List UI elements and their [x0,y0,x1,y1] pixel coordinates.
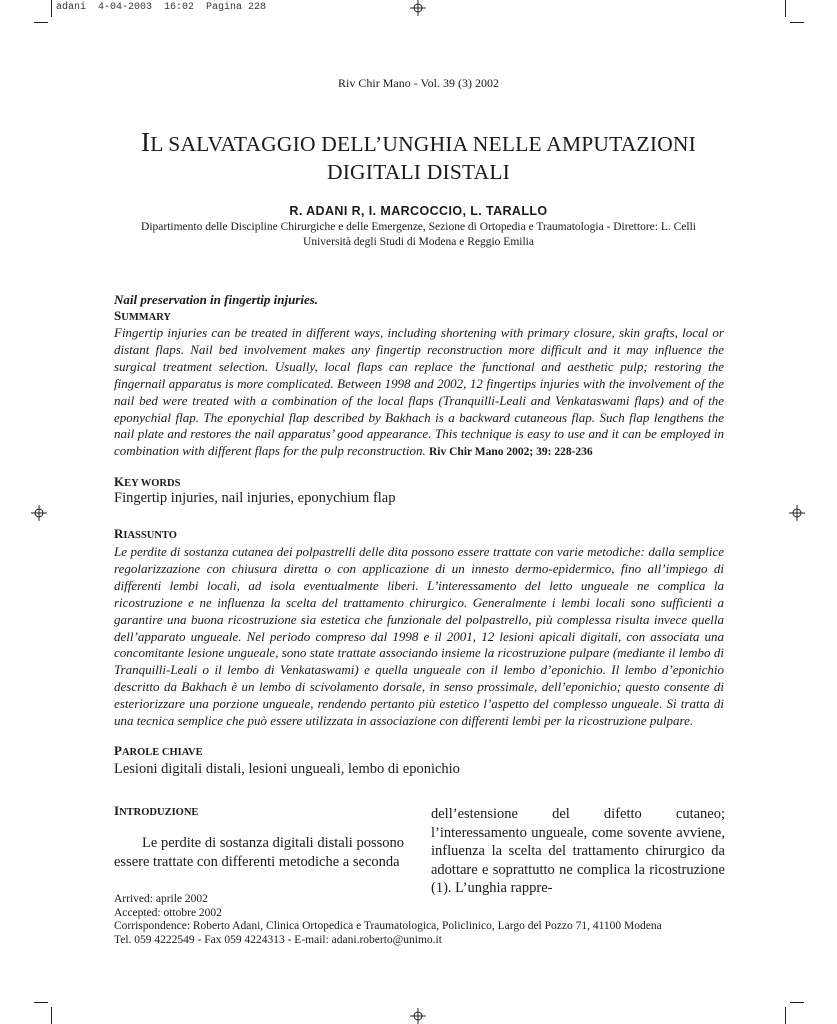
parole-chiave-heading-rest: AROLE CHIAVE [121,747,203,758]
crop-mark-top-left-h [34,22,48,23]
introduzione-heading [114,803,404,819]
title-line-1 [60,128,777,158]
registration-mark-right-icon [789,505,805,521]
riassunto-heading-rest: IASSUNTO [123,530,177,541]
crop-mark-bottom-right-h [790,1002,804,1003]
summary-body: Fingertip injuries can be treated in different ways, including shortening with primary closure, skin grafts, local or distant flaps. Nail bed involvement makes any fingertip reconstruction more difficult and it may influence the surgical treatment selection. Usually, local flaps can replace the functional and aesthetic pulp; restoring the fingernail apparatus is more complicated. Between 1998 and 2002, 12 fingertips injuries with the involvement of the nail bed were treated with a combination of the local flaps (Tranquilli-Leali and Venkataswami flaps) and of the eponychial flap. The eponychial flap described by Bakhach is a backward cutaneous flap. Such flap lengthens the nail plate and restores the nail apparatus’ good appearance. This technique is easy to use and it can be employed in combination with different flaps for the pulp reconstruction. [114,325,724,459]
registration-mark-bottom-icon [410,1008,426,1024]
introduzione-right-column: dell’estensione del difetto cutaneo; l’interessamento ungueale, come sovente avviene, influenza la scelta del trattamento chirurgico da adottare e soprattutto ne complica la ricostruzione (1). L’unghia rappre- [431,806,725,896]
crop-mark-top-right-v [785,0,786,17]
introduzione-heading-rest: NTRODUZIONE [119,807,199,818]
summary-heading [114,308,724,324]
title-line-1-rest: L SALVATAGGIO DELL’UNGHIA NELLE AMPUTAZIONI [150,132,697,156]
keywords-heading [114,474,724,490]
parole-chiave-heading-cap: P [114,743,122,758]
parole-chiave-heading [114,743,724,759]
affiliation-line-1: Dipartimento delle Discipline Chirurgiche e delle Emergenze, Sezione di Ortopedia e Traumatologia - Direttore: L. Celli [141,221,696,233]
arrived-date: Arrived: aprile 2002 [114,893,208,905]
article-title [60,128,777,186]
registration-mark-left-icon [31,505,47,521]
title-line-2: DIGITALI DISTALI [326,160,511,184]
title-initial: I [140,127,151,157]
summary-heading-cap: S [114,308,122,323]
introduzione-left-column: Le perdite di sostanza digitali distali possono essere trattate con differenti metodiche a seconda [114,835,404,870]
riassunto-text: Le perdite di sostanza cutanea dei polpastrelli delle dita possono essere trattate con varie metodiche: dalla semplice regolarizzazione con chiusura diretta o con applicazione di un innesto dermo-epidermico, fino all’impiego di differenti lembi locali, ad isola eventualmente liberi. L’interessamento del letto ungueale ne complica la ricostruzione e ne influenza la scelta del trattamento chirurgico. Generalmente i lembi locali sono sufficienti a garantire una buona ricostruzione sia estetica che funzionale del polpastrello, più complessa risulta invece quella dell’apparato ungueale. Nel periodo compreso dal 1998 e il 2001, 12 lesioni apicali digitali, con associata una concomitante lesione ungueale, sono state trattate associando insieme la ricostruzione pulpare (mediante il lembo di Tranquilli-Leali o il lembo di Venkataswami) e quella ungueale con il lembo d’eponichio. Il lembo d’eponichio descritto da Bakhach è un lembo di scivolamento dorsale, in senso prossimale, dell’eponichio; questo consente di esteriorizzare una porzione ungueale, rendendo pertanto più estetico l’aspetto del complesso ungueale. Si tratta di una tecnica semplice che può essere utilizzata in associazione con differenti lembi per la ricostruzione pulpare. [114,544,724,729]
crop-mark-top-left-v [51,0,52,17]
affiliation [0,220,837,250]
summary-heading-rest: UMMARY [121,312,172,323]
registration-mark-top-icon [410,0,426,16]
summary-text [114,325,724,461]
keywords-heading-cap: K [114,474,125,489]
riassunto-heading [114,526,724,542]
crop-mark-bottom-right-v [785,1007,786,1024]
keywords-text: Fingertip injuries, nail injuries, eponychium flap [114,490,396,506]
crop-mark-top-right-h [790,22,804,23]
parole-chiave-text: Lesioni digitali distali, lesioni ungueali, lembo di eponichio [114,761,460,777]
contact-info: Tel. 059 4222549 - Fax 059 4224313 - E-mail: adani.roberto@unimo.it [114,933,442,946]
accepted-date: Accepted: ottobre 2002 [114,906,222,919]
authors: R. ADANI R, I. MARCOCCIO, L. TARALLO [289,204,548,218]
summary-citation: Riv Chir Mano 2002; 39: 228-236 [429,446,593,459]
crop-mark-bottom-left-v [51,1007,52,1024]
correspondence-address: Corrispondence: Roberto Adani, Clinica Ortopedica e Traumatologica, Policlinico, Largo del Pozzo 71, 41100 Modena [114,920,662,932]
english-title: Nail preservation in fingertip injuries. [114,292,319,307]
article-footnote [114,893,734,947]
keywords-heading-rest: EY WORDS [124,478,181,489]
introduzione-heading-cap: I [114,803,120,818]
print-slug: adani 4-04-2003 16:02 Pagina 228 [56,2,267,13]
journal-header: Riv Chir Mano - Vol. 39 (3) 2002 [338,76,499,90]
riassunto-heading-cap: R [114,526,124,541]
affiliation-line-2: Università degli Studi di Modena e Reggio Emilia [303,236,534,248]
crop-mark-bottom-left-h [34,1002,48,1003]
